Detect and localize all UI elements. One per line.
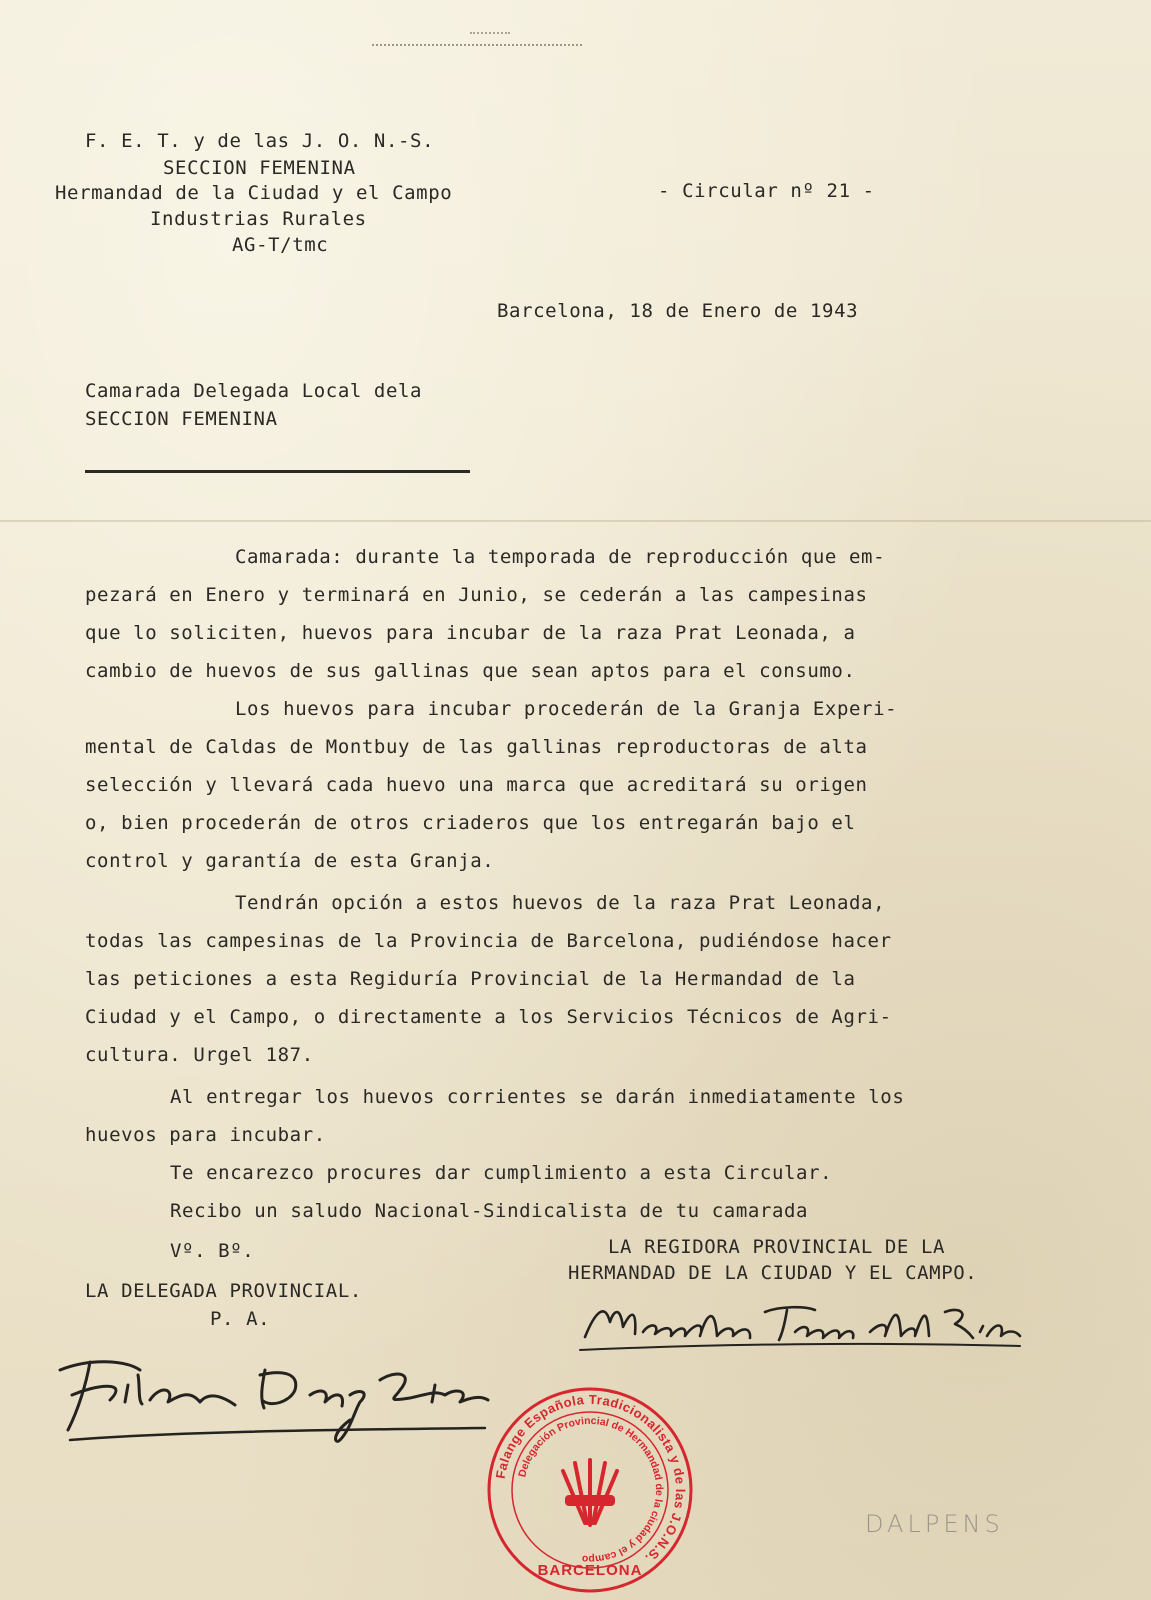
official-stamp <box>485 1385 695 1595</box>
body-line: o, bien procederán de otros criaderos que los entregarán bajo el <box>85 812 856 834</box>
section-name: SECCION FEMENINA <box>163 157 356 179</box>
left-handwritten-signature <box>50 1340 490 1450</box>
paper-fold <box>0 520 1151 522</box>
body-line: control y garantía de esta Granja. <box>85 850 495 872</box>
body-line: que lo soliciten, huevos para incubar de la raza Prat Leonada, a <box>85 622 856 644</box>
body-line: huevos para incubar. <box>85 1124 326 1146</box>
body-line: Te encarezco procures dar cumplimiento a esta Circular. <box>170 1162 833 1184</box>
body-line: las peticiones a esta Regiduría Provincial de la Hermandad de la <box>85 968 856 990</box>
right-signatory-title: HERMANDAD DE LA CIUDAD Y EL CAMPO. <box>568 1262 978 1284</box>
department-name: Hermandad de la Ciudad y el Campo <box>55 182 453 204</box>
reference-code: AG-T/tmc <box>232 234 329 256</box>
document-date: Barcelona, 18 de Enero de 1943 <box>497 300 859 322</box>
body-line: Camarada: durante la temporada de reproducción que em- <box>235 546 886 568</box>
blank-line <box>85 470 470 473</box>
body-line: Recibo un saludo Nacional-Sindicalista de tu camarada <box>170 1200 809 1222</box>
body-line: Tendrán opción a estos huevos de la raza Prat Leonada, <box>235 892 886 914</box>
decorative-dots <box>470 32 510 38</box>
right-signatory-title: LA REGIDORA PROVINCIAL DE LA <box>608 1236 946 1258</box>
body-line: mental de Caldas de Montbuy de las gallinas reproductoras de alta <box>85 736 868 758</box>
subdepartment-name: Industrias Rurales <box>150 208 367 230</box>
body-line: selección y llevará cada huevo una marca que acreditará su origen <box>85 774 868 796</box>
body-line: todas las campesinas de la Provincia de Barcelona, pudiéndose hacer <box>85 930 892 952</box>
svg-text:Falange Española Tradicionalis: Falange Española Tradicionalista y de las J.O.N.S. <box>492 1391 689 1567</box>
watermark-text: DALPENS <box>865 1510 1004 1538</box>
decorative-dots <box>372 44 582 52</box>
approval-mark: Vº. Bº. <box>170 1240 255 1262</box>
left-signatory-title: LA DELEGADA PROVINCIAL. <box>85 1280 362 1302</box>
circular-number: - Circular nº 21 - <box>658 180 875 202</box>
addressee-line: Camarada Delegada Local dela <box>85 380 423 402</box>
body-line: pezará en Enero y terminará en Junio, se cederán a las campesinas <box>85 584 868 606</box>
svg-text:BARCELONA: BARCELONA <box>537 1562 643 1579</box>
body-line: Los huevos para incubar procederán de la Granja Experi- <box>235 698 898 720</box>
addressee-line: SECCION FEMENINA <box>85 408 278 430</box>
org-name: F. E. T. y de las J. O. N.-S. <box>85 130 435 152</box>
body-line: cambio de huevos de sus gallinas que sean aptos para el consumo. <box>85 660 856 682</box>
left-signatory-pa: P. A. <box>210 1308 271 1330</box>
right-handwritten-signature <box>575 1292 1025 1362</box>
svg-text:Delegación Provincial de Herma: Delegación Provincial de Hermandad de la ciudad y el campo <box>516 1414 666 1566</box>
body-line: Al entregar los huevos corrientes se darán inmediatamente los <box>170 1086 905 1108</box>
body-line: Ciudad y el Campo, o directamente a los Servicios Técnicos de Agri- <box>85 1006 892 1028</box>
body-line: cultura. Urgel 187. <box>85 1044 314 1066</box>
